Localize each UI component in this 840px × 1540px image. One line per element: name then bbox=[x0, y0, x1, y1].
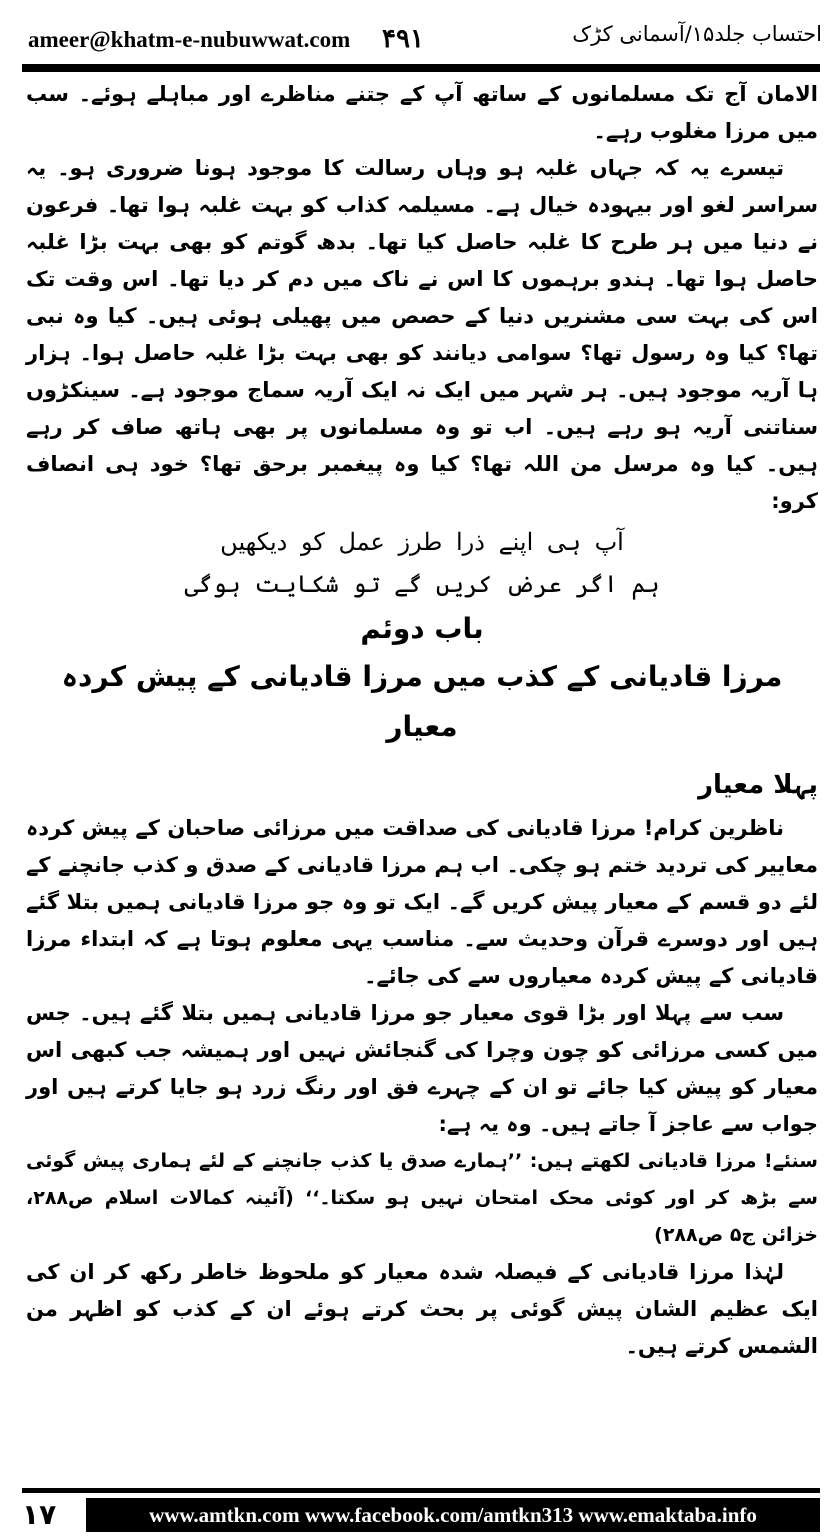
chapter-title: مرزا قادیانی کے کذب میں مرزا قادیانی کے پیش کردہ معیار bbox=[61, 660, 783, 743]
chapter-heading: باب دوئم bbox=[360, 612, 484, 645]
section-subheading: پہلا معیار bbox=[698, 770, 818, 800]
footer-rule bbox=[22, 1488, 820, 1493]
header-page-number: ۴۹۱ bbox=[382, 24, 424, 53]
verse-line-1: آپ ہی اپنے ذرا طرز عمل کو دیکھیں bbox=[220, 528, 624, 556]
page-footer bbox=[22, 1498, 820, 1532]
paragraph-6: لہٰذا مرزا قادیانی کے فیصلہ شدہ معیار کو ملحوظ خاطر رکھ کر ان کی ایک عظیم الشان پیش گوئی پر بحث کرتے ہوئے ان کے کذب کو اظہر من الشمس کرتے ہیں۔ bbox=[26, 1260, 818, 1358]
paragraph-3: ناظرین کرام! مرزا قادیانی کی صداقت میں مرزائی صاحبان کے پیش کردہ معاییر کی تردید ختم ہو چکی۔ اب ہم مرزا قادیانی کے صدق و کذب جانچنے کے لئے دو قسم کے معیار پیش کریں گے۔ ایک تو وہ جو مرزا قادیانی ہمیں بتلا گئے ہیں اور دوسرے قرآن وحدیث سے۔ مناسب یہی معلوم ہوتا ہے کہ ابتداء مرزا قادیانی کے پیش کردہ معیاروں سے کی جائے۔ bbox=[26, 816, 818, 988]
paragraph-5-quotation: سنئے! مرزا قادیانی لکھتے ہیں: ’’ہمارے صدق یا کذب جانچنے کے لئے ہماری پیش گوئی سے بڑھ کر اور کوئی محک امتحان نہیں ہو سکتا۔‘‘ (آئینہ کمالات اسلام ص۲۸۸، خزائن ج۵ ص۲۸۸) bbox=[26, 1150, 818, 1246]
header-email: ameer@khatm-e-nubuwwat.com bbox=[28, 27, 351, 52]
paragraph-2: تیسرے یہ کہ جہاں غلبہ ہو وہاں رسالت کا موجود ہونا ضروری ہو۔ یہ سراسر لغو اور بیہودہ خیال ہے۔ مسیلمہ کذاب کو بہت غلبہ ہوا تھا۔ فرعون نے دنیا میں ہر طرح کا غلبہ حاصل کیا تھا۔ بدھ گوتم کو بھی بہت بڑا غلبہ حاصل ہوا تھا۔ ہندو برہموں کا اس نے ناک میں دم کر دیا تھا۔ اس وقت تک اس کی بہت سی مشنریں دنیا کے حصص میں پھیلی ہوئی ہیں۔ کیا وہ نبی تھا؟ کیا وہ رسول تھا؟ سوامی دیانند کو بھی بہت بڑا غلبہ حاصل ہوا۔ ہزار ہا آریہ موجود ہیں۔ ہر شہر میں ایک نہ ایک آریہ سماج موجود ہے۔ سینکڑوں سناتنی آریہ ہو رہے ہیں۔ اب تو وہ مسلمانوں پر بھی ہاتھ صاف کر رہے ہیں۔ کیا وہ مرسل من اللہ تھا؟ کیا وہ پیغمبر برحق تھا؟ خود ہی انصاف کرو: bbox=[26, 156, 818, 513]
verse-line-2: ہم اگر عرض کریں گے تو شکایت ہوگی bbox=[184, 570, 660, 598]
footer-page-number: ۱۷ bbox=[22, 1498, 57, 1531]
footer-links: www.amtkn.com www.facebook.com/amtkn313 www.emaktaba.info bbox=[86, 1498, 820, 1532]
header-book-title: احتساب جلد۱۵/آسمانی کڑک bbox=[572, 22, 822, 46]
header-left bbox=[28, 24, 424, 54]
header-rule bbox=[22, 64, 820, 72]
paragraph-1: الامان آج تک مسلمانوں کے ساتھ آپ کے جتنے مناظرے اور مباہلے ہوئے۔ سب میں مرزا مغلوب رہے۔ bbox=[26, 82, 818, 143]
paragraph-4: سب سے پہلا اور بڑا قوی معیار جو مرزا قادیانی ہمیں بتلا گئے ہیں۔ جس میں کسی مرزائی کو چون وچرا کی گنجائش نہیں اور ہمیشہ جب کبھی اس معیار کو پیش کیا جائے تو ان کے چہرے فق اور رنگ زرد ہو جایا کرتے ہیں اور جواب سے عاجز آ جاتے ہیں۔ وہ یہ ہے: bbox=[26, 1001, 818, 1136]
page-header bbox=[28, 18, 822, 62]
page-body bbox=[26, 76, 818, 1474]
